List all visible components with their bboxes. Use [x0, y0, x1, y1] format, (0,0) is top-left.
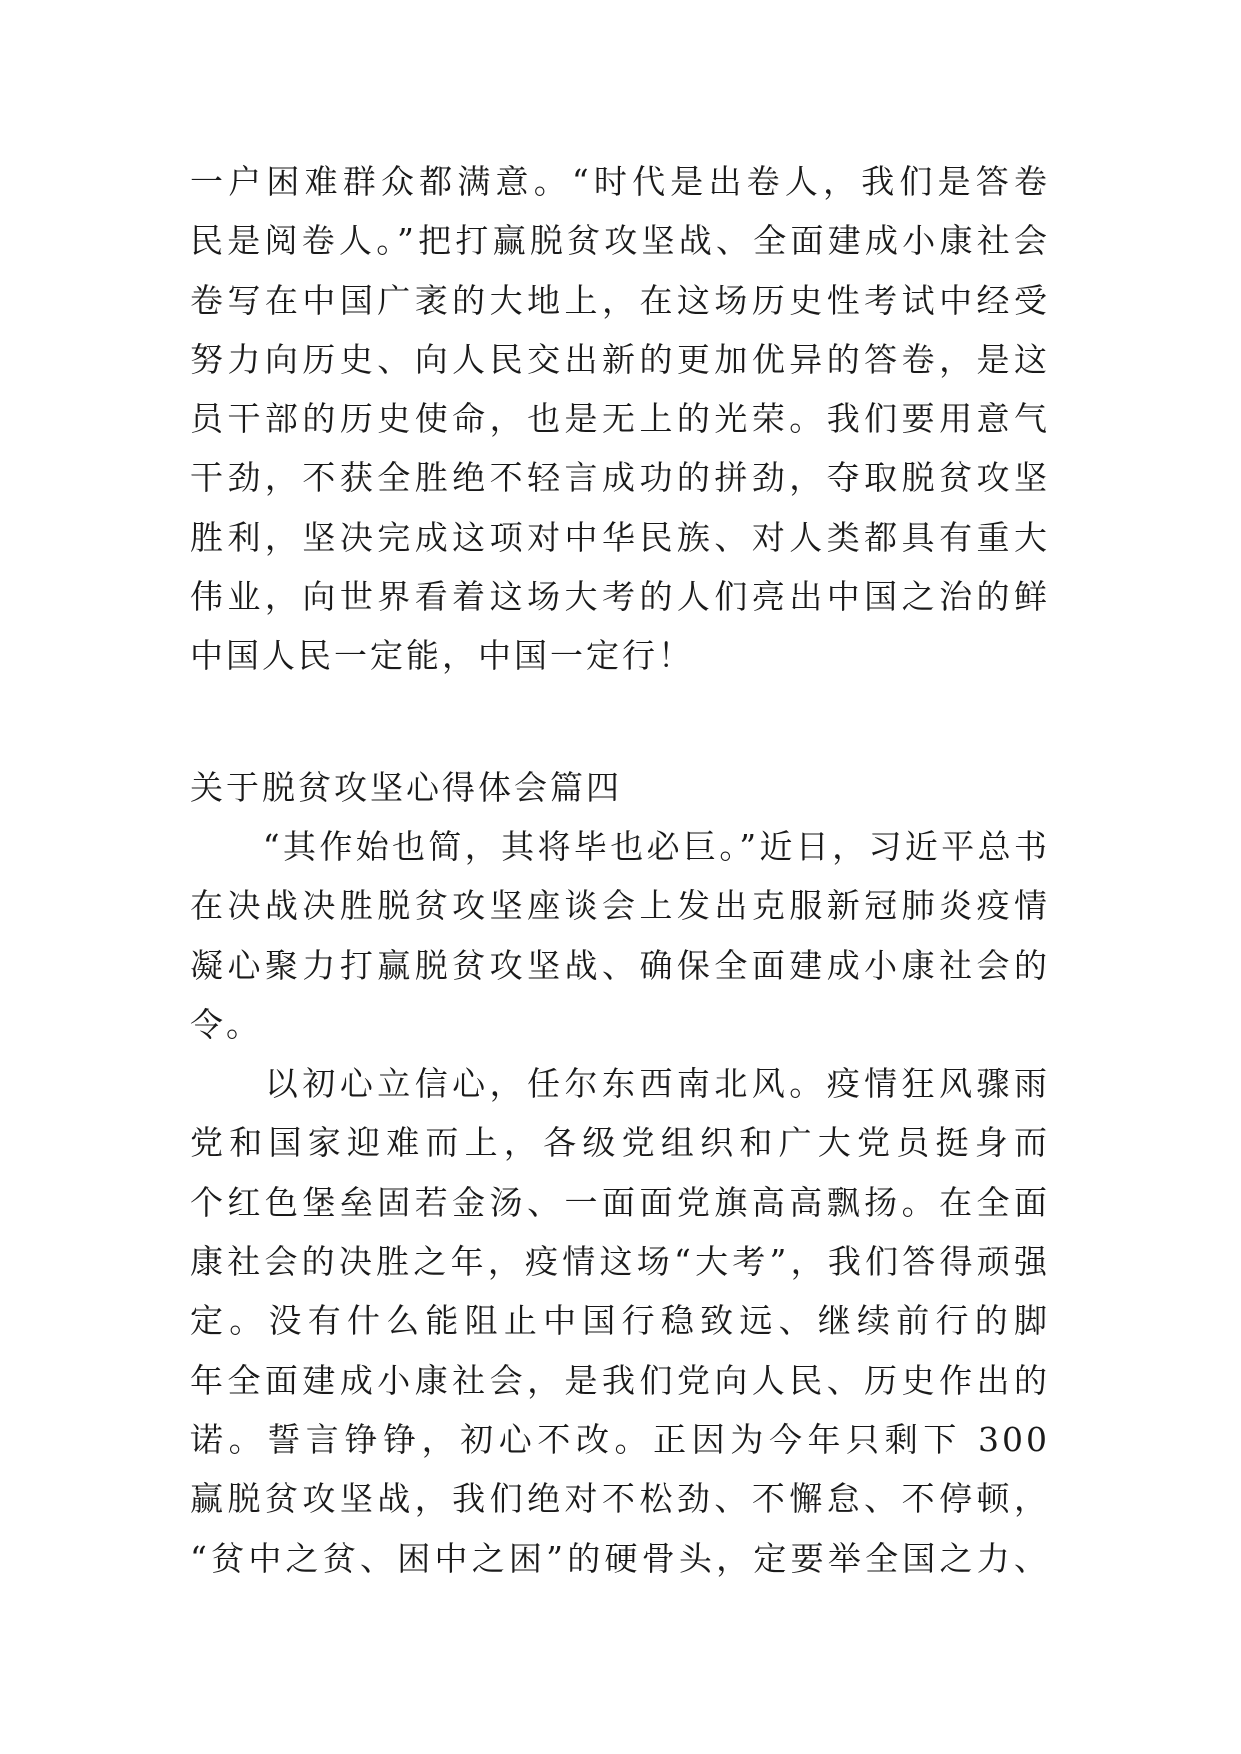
text-line: 年全面建成小康社会，是我们党向人民、历史作出的 [190, 1360, 1050, 1400]
text-line: 努力向历史、向人民交出新的更加优异的答卷，是这 [190, 339, 1050, 379]
text-line: 员干部的历史使命，也是无上的光荣。我们要用意气 [190, 399, 1050, 439]
document-body [190, 152, 1050, 1588]
text-line: 党和国家迎难而上，各级党组织和广大党员挺身而 [190, 1123, 1050, 1163]
text-line: 伟业，向世界看着这场大考的人们亮出中国之治的鲜 [190, 577, 1050, 617]
text-line: 中国人民一定能，中国一定行！ [190, 636, 694, 676]
text-line: “贫中之贫、困中之困”的硬骨头，定要举全国之力、 [190, 1538, 1050, 1578]
paragraph-two [190, 817, 1050, 1054]
text-line: 干劲，不获全胜绝不轻言成功的拼劲，夺取脱贫攻坚 [190, 458, 1050, 498]
text-line: 一户困难群众都满意。“时代是出卷人，我们是答卷 [190, 162, 1050, 201]
text-line: 胜利，坚决完成这项对中华民族、对人类都具有重大 [190, 517, 1050, 557]
text-line: 个红色堡垒固若金汤、一面面党旗高高飘扬。在全面 [190, 1182, 1050, 1222]
text-line: 康社会的决胜之年，疫情这场“大考”，我们答得顽强 [190, 1242, 1050, 1282]
paragraph-one [190, 152, 1050, 686]
text-line: 民是阅卷人。”把打赢脱贫攻坚战、全面建成小康社会 [190, 221, 1050, 261]
text-line: 令。 [190, 1004, 262, 1044]
text-line: “其作始也简，其将毕也必巨。”近日，习近平总书 [262, 826, 1050, 866]
section-heading: 关于脱贫攻坚心得体会篇四 [190, 767, 622, 807]
paragraph-gap [190, 686, 1050, 758]
text-line: 赢脱贫攻坚战，我们绝对不松劲、不懈怠、不停顿， [190, 1479, 1050, 1519]
paragraph-three [190, 1054, 1050, 1588]
text-line: 凝心聚力打赢脱贫攻坚战、确保全面建成小康社会的 [190, 945, 1050, 985]
text-line: 卷写在中国广袤的大地上，在这场历史性考试中经受 [190, 280, 1050, 320]
text-line: 定。没有什么能阻止中国行稳致远、继续前行的脚 [190, 1301, 1050, 1341]
text-line: 诺。誓言铮铮，初心不改。正因为今年只剩下 300 [190, 1419, 1050, 1459]
text-line: 以初心立信心，任尔东西南北风。疫情狂风骤雨 [264, 1064, 1050, 1104]
text-line: 在决战决胜脱贫攻坚座谈会上发出克服新冠肺炎疫情 [190, 886, 1050, 926]
